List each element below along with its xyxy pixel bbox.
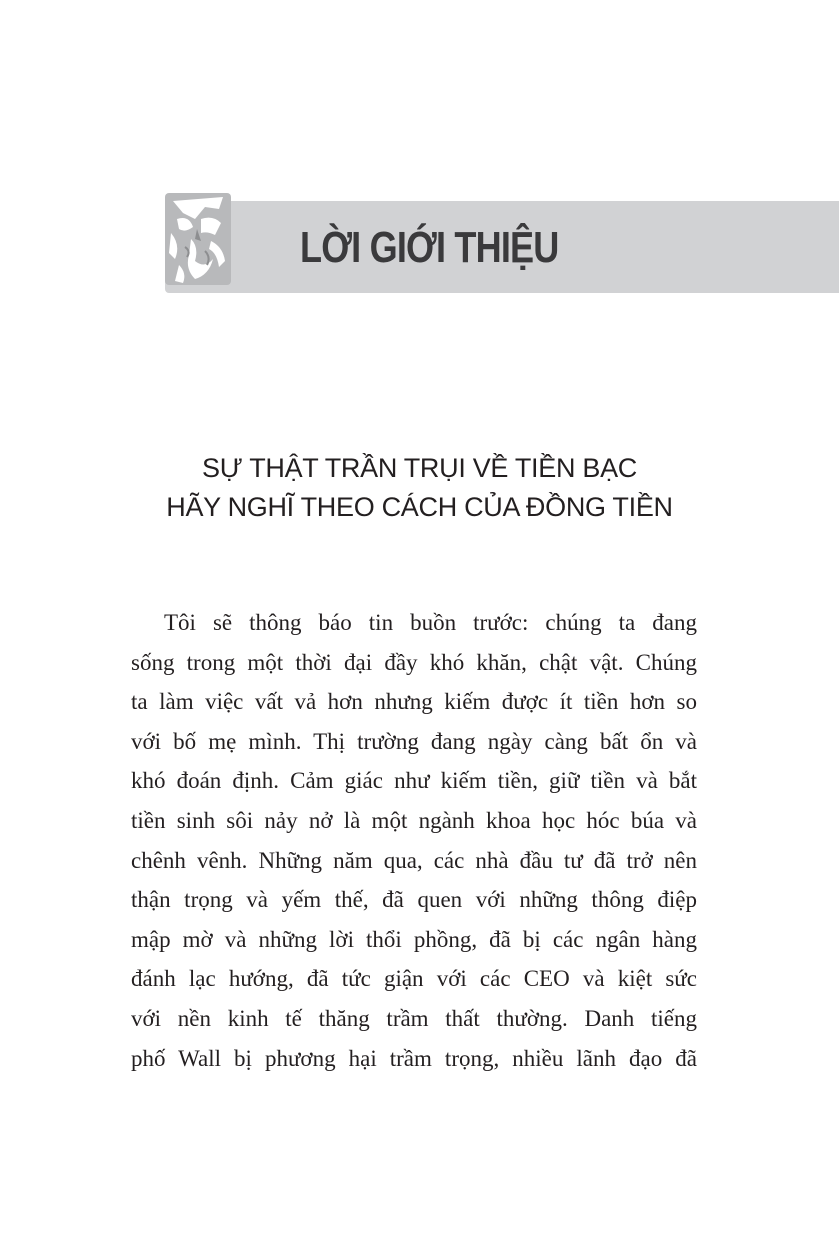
body-line: thận trọng và yếm thế, đã quen với những thông điệp <box>131 887 697 913</box>
body-line: với bố mẹ mình. Thị trường đang ngày càng bất ổn và <box>131 728 697 754</box>
body-line: ta làm việc vất vả hơn nhưng kiếm được ít tiền hơn so <box>131 689 697 715</box>
chapter-title: LỜI GIỚI THIỆU <box>300 223 559 272</box>
body-line: sống trong một thời đại đầy khó khăn, chật vật. Chúng <box>131 649 697 675</box>
body-line: mập mờ và những lời thổi phồng, đã bị các ngân hàng <box>131 926 697 952</box>
body-paragraph <box>131 603 697 1078</box>
body-line: tiền sinh sôi nảy nở là một ngành khoa học hóc búa và <box>131 807 697 833</box>
body-line: khó đoán định. Cảm giác như kiếm tiền, giữ tiền và bắt <box>131 768 697 794</box>
portrait-sketch-icon <box>165 189 231 285</box>
subheading-line-2: HÃY NGHĨ THEO CÁCH CỦA ĐỒNG TIỀN <box>166 492 673 522</box>
subheading-line-1: SỰ THẬT TRẦN TRỤI VỀ TIỀN BẠC <box>202 453 637 483</box>
body-line: phố Wall bị phương hại trầm trọng, nhiều lãnh đạo đã <box>131 1045 697 1071</box>
body-line: chênh vênh. Những năm qua, các nhà đầu tư đã trở nên <box>131 847 697 873</box>
body-line: Tôi sẽ thông báo tin buồn trước: chúng ta đang <box>164 610 697 635</box>
body-line: đánh lạc hướng, đã tức giận với các CEO và kiệt sức <box>131 966 697 992</box>
body-line: với nền kinh tế thăng trầm thất thường. Danh tiếng <box>131 1005 697 1031</box>
